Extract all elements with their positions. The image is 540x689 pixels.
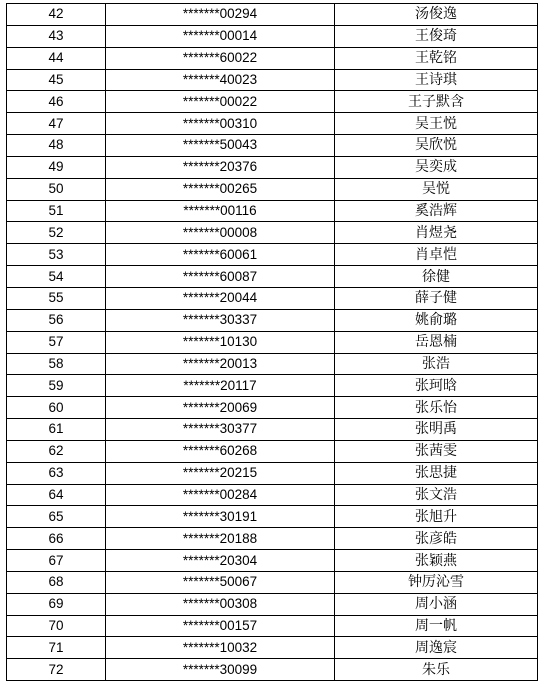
student-name-cell: 张思捷 <box>335 462 538 484</box>
table-row <box>7 309 538 331</box>
row-number-cell: 55 <box>7 287 106 309</box>
student-name-cell: 岳恩楠 <box>335 331 538 353</box>
row-number-cell: 69 <box>7 593 106 615</box>
row-number-cell: 50 <box>7 178 106 200</box>
row-number-cell: 57 <box>7 331 106 353</box>
student-name-cell: 吴王悦 <box>335 113 538 135</box>
masked-id-cell: *******60087 <box>106 266 335 288</box>
masked-id-cell: *******00157 <box>106 615 335 637</box>
masked-id-cell: *******30191 <box>106 506 335 528</box>
table-row <box>7 91 538 113</box>
student-name-cell: 汤俊逸 <box>335 4 538 26</box>
row-number-cell: 65 <box>7 506 106 528</box>
row-number-cell: 46 <box>7 91 106 113</box>
masked-id-cell: *******00284 <box>106 484 335 506</box>
masked-id-cell: *******30337 <box>106 309 335 331</box>
table-row <box>7 266 538 288</box>
table-row <box>7 375 538 397</box>
table-row <box>7 571 538 593</box>
row-number-cell: 56 <box>7 309 106 331</box>
student-name-cell: 朱乐 <box>335 659 538 681</box>
table-row <box>7 178 538 200</box>
table-row <box>7 331 538 353</box>
student-name-cell: 肖煜尧 <box>335 222 538 244</box>
masked-id-cell: *******30377 <box>106 419 335 441</box>
table-row <box>7 506 538 528</box>
student-name-cell: 王乾铭 <box>335 47 538 69</box>
row-number-cell: 62 <box>7 440 106 462</box>
masked-id-cell: *******00294 <box>106 4 335 26</box>
row-number-cell: 72 <box>7 659 106 681</box>
student-name-cell: 张彦皓 <box>335 528 538 550</box>
masked-id-cell: *******00308 <box>106 593 335 615</box>
student-name-cell: 周一帆 <box>335 615 538 637</box>
row-number-cell: 52 <box>7 222 106 244</box>
student-name-cell: 姚俞璐 <box>335 309 538 331</box>
student-name-cell: 吴欣悦 <box>335 135 538 157</box>
masked-id-cell: *******20376 <box>106 156 335 178</box>
student-name-cell: 张明禹 <box>335 419 538 441</box>
table-row <box>7 462 538 484</box>
student-name-cell: 吴悦 <box>335 178 538 200</box>
student-name-cell: 薛子健 <box>335 287 538 309</box>
table-row <box>7 550 538 572</box>
row-number-cell: 44 <box>7 47 106 69</box>
table-row <box>7 397 538 419</box>
row-number-cell: 45 <box>7 69 106 91</box>
roster-table <box>6 3 538 681</box>
student-name-cell: 吴奕成 <box>335 156 538 178</box>
masked-id-cell: *******10032 <box>106 637 335 659</box>
row-number-cell: 68 <box>7 571 106 593</box>
masked-id-cell: *******20215 <box>106 462 335 484</box>
student-name-cell: 周逸宸 <box>335 637 538 659</box>
row-number-cell: 49 <box>7 156 106 178</box>
masked-id-cell: *******00310 <box>106 113 335 135</box>
table-row <box>7 593 538 615</box>
roster-table-body <box>7 4 538 681</box>
student-name-cell: 肖卓恺 <box>335 244 538 266</box>
masked-id-cell: *******00008 <box>106 222 335 244</box>
row-number-cell: 43 <box>7 25 106 47</box>
table-row <box>7 135 538 157</box>
student-name-cell: 张文浩 <box>335 484 538 506</box>
masked-id-cell: *******30099 <box>106 659 335 681</box>
row-number-cell: 63 <box>7 462 106 484</box>
table-row <box>7 528 538 550</box>
row-number-cell: 71 <box>7 637 106 659</box>
table-row <box>7 222 538 244</box>
student-name-cell: 周小涵 <box>335 593 538 615</box>
student-name-cell: 张颖燕 <box>335 550 538 572</box>
masked-id-cell: *******00116 <box>106 200 335 222</box>
masked-id-cell: *******60061 <box>106 244 335 266</box>
table-row <box>7 47 538 69</box>
row-number-cell: 42 <box>7 4 106 26</box>
row-number-cell: 66 <box>7 528 106 550</box>
student-name-cell: 张旭升 <box>335 506 538 528</box>
table-row <box>7 244 538 266</box>
row-number-cell: 64 <box>7 484 106 506</box>
table-row <box>7 113 538 135</box>
student-name-cell: 徐健 <box>335 266 538 288</box>
row-number-cell: 58 <box>7 353 106 375</box>
row-number-cell: 53 <box>7 244 106 266</box>
student-name-cell: 张茜雯 <box>335 440 538 462</box>
masked-id-cell: *******20013 <box>106 353 335 375</box>
masked-id-cell: *******20044 <box>106 287 335 309</box>
table-row <box>7 25 538 47</box>
masked-id-cell: *******10130 <box>106 331 335 353</box>
row-number-cell: 47 <box>7 113 106 135</box>
table-row <box>7 419 538 441</box>
masked-id-cell: *******00014 <box>106 25 335 47</box>
row-number-cell: 67 <box>7 550 106 572</box>
table-row <box>7 484 538 506</box>
masked-id-cell: *******20069 <box>106 397 335 419</box>
student-name-cell: 奚浩辉 <box>335 200 538 222</box>
row-number-cell: 51 <box>7 200 106 222</box>
student-name-cell: 王诗琪 <box>335 69 538 91</box>
table-row <box>7 637 538 659</box>
row-number-cell: 48 <box>7 135 106 157</box>
student-name-cell: 王俊琦 <box>335 25 538 47</box>
masked-id-cell: *******00022 <box>106 91 335 113</box>
masked-id-cell: *******60268 <box>106 440 335 462</box>
table-row <box>7 440 538 462</box>
table-row <box>7 615 538 637</box>
row-number-cell: 70 <box>7 615 106 637</box>
student-name-cell: 钟厉沁雪 <box>335 571 538 593</box>
masked-id-cell: *******20304 <box>106 550 335 572</box>
masked-id-cell: *******20117 <box>106 375 335 397</box>
table-row <box>7 200 538 222</box>
row-number-cell: 61 <box>7 419 106 441</box>
masked-id-cell: *******50043 <box>106 135 335 157</box>
student-name-cell: 张浩 <box>335 353 538 375</box>
masked-id-cell: *******40023 <box>106 69 335 91</box>
table-row <box>7 4 538 26</box>
table-row <box>7 69 538 91</box>
student-name-cell: 张乐怡 <box>335 397 538 419</box>
table-row <box>7 156 538 178</box>
table-row <box>7 659 538 681</box>
row-number-cell: 60 <box>7 397 106 419</box>
row-number-cell: 54 <box>7 266 106 288</box>
masked-id-cell: *******00265 <box>106 178 335 200</box>
masked-id-cell: *******20188 <box>106 528 335 550</box>
masked-id-cell: *******50067 <box>106 571 335 593</box>
student-name-cell: 王子默含 <box>335 91 538 113</box>
table-row <box>7 353 538 375</box>
table-row <box>7 287 538 309</box>
row-number-cell: 59 <box>7 375 106 397</box>
masked-id-cell: *******60022 <box>106 47 335 69</box>
student-name-cell: 张珂晗 <box>335 375 538 397</box>
